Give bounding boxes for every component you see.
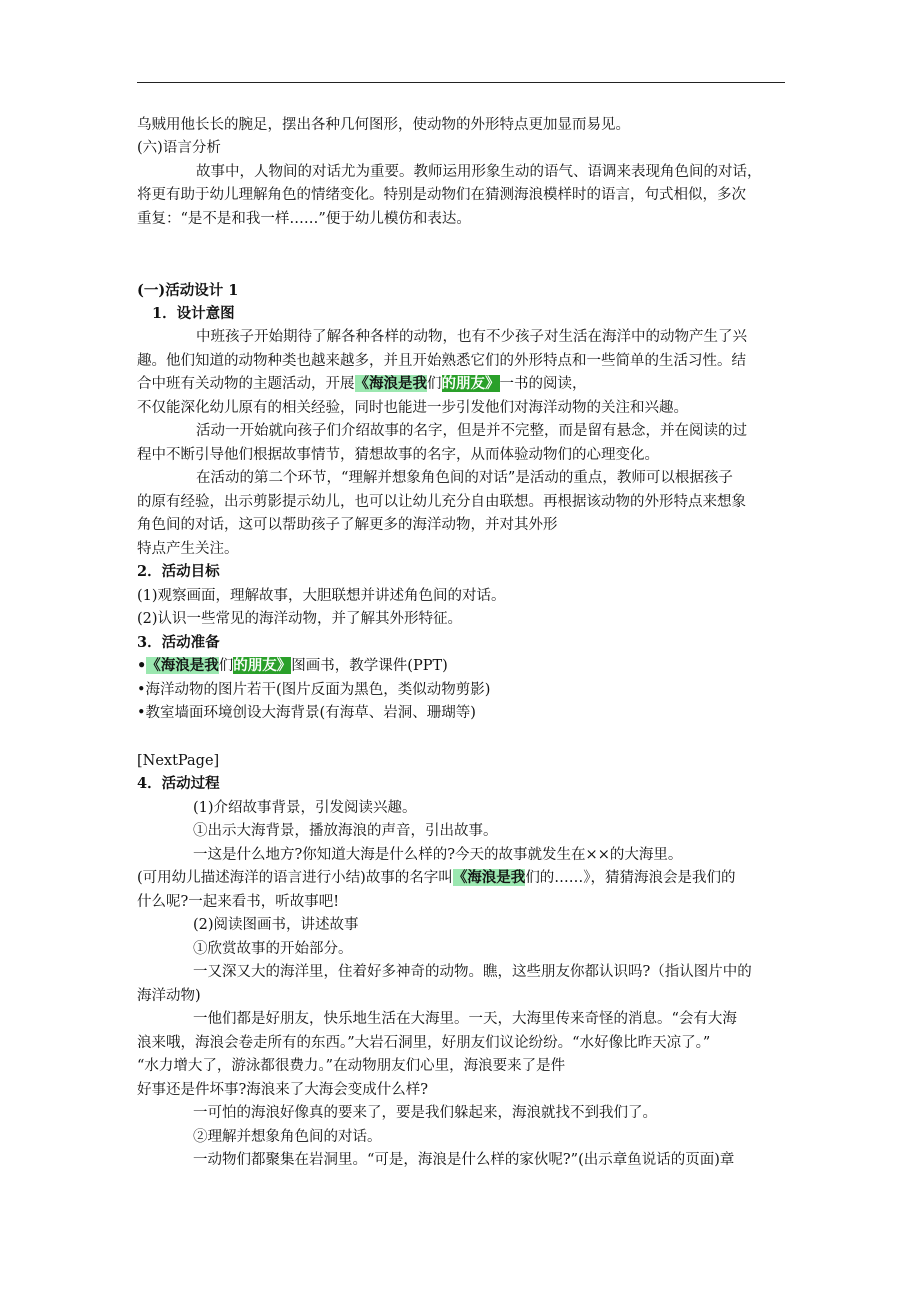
text-segment: 图画书，教学课件(PPT) bbox=[291, 658, 448, 674]
text-segment: (可用幼儿描述海洋的语言进行小结)故事的名字叫 bbox=[137, 870, 453, 886]
book-title-highlight-dark: 的朋友》 bbox=[233, 657, 292, 674]
text-line: 什么呢?一起来看书，听故事吧! bbox=[137, 894, 340, 910]
text-line: 程中不断引导他们根据故事情节，猜想故事的名字，从而体验动物们的心理变化。 bbox=[137, 447, 659, 463]
text-line: 角色间的对话，这可以帮助孩子了解更多的海洋动物，并对其外形 bbox=[137, 517, 558, 533]
text-line: 浪来哦，海浪会卷走所有的东西。”大岩石洞里，好朋友们议论纷纷。“水好像比昨天凉了。” bbox=[137, 1035, 711, 1051]
text-line: ②理解并想象角色间的对话。 bbox=[193, 1129, 382, 1145]
list-item: •海洋动物的图片若干(图片反面为黑色，类似动物剪影) bbox=[137, 682, 491, 698]
text-line: 一又深又大的海洋里，住着好多神奇的动物。瞧，这些朋友你都认识吗?（指认图片中的 bbox=[193, 964, 752, 980]
text-line: 海洋动物) bbox=[137, 988, 201, 1004]
subsection-heading: 4．活动过程 bbox=[137, 775, 220, 792]
text-line: (2)认识一些常见的海洋动物，并了解其外形特征。 bbox=[137, 611, 463, 627]
book-title-highlight: 《海浪是我 bbox=[452, 869, 526, 886]
list-item bbox=[137, 655, 448, 677]
header-rule bbox=[137, 82, 785, 83]
text-line: 趣。他们知道的动物种类也越来越多，并且开始熟悉它们的外形特点和一些简单的生活习性。结 bbox=[137, 353, 746, 369]
subsection-heading: 2．活动目标 bbox=[137, 563, 220, 580]
text-line: 一动物们都聚集在岩洞里。“可是，海浪是什么样的家伙呢?”(出示章鱼说话的页面)章 bbox=[193, 1152, 735, 1168]
text-line: ①出示大海背景，播放海浪的声音，引出故事。 bbox=[193, 823, 498, 839]
text-line-with-title bbox=[137, 373, 587, 395]
text-line: (1)介绍故事背景，引发阅读兴趣。 bbox=[193, 800, 417, 816]
text-line: 一可怕的海浪好像真的要来了，要是我们躲起来，海浪就找不到我们了。 bbox=[193, 1105, 657, 1121]
text-line: 活动一开始就向孩子们介绍故事的名字，但是并不完整，而是留有悬念，并在阅读的过 bbox=[196, 423, 747, 439]
book-title-highlight: 《海浪是我 bbox=[354, 375, 427, 392]
book-title-highlight-dark: 的朋友》 bbox=[441, 375, 500, 392]
text-line: 将更有助于幼儿理解角色的情绪变化。特别是动物们在猜测海浪模样时的语言，句式相似，多次 bbox=[137, 187, 746, 203]
text-segment: 一书的阅读， bbox=[499, 376, 587, 392]
book-title-highlight: 《海浪是我 bbox=[146, 657, 219, 674]
text-line: 一他们都是好朋友，快乐地生活在大海里。一天，大海里传来奇怪的消息。“会有大海 bbox=[193, 1011, 737, 1027]
text-line: (2)阅读图画书，讲述故事 bbox=[193, 917, 359, 933]
text-line: 故事中，人物间的对话尤为重要。教师运用形象生动的语气、语调来表现角色间的对话， bbox=[196, 164, 762, 180]
text-segment: 们的……》，猜猜海浪会是我们的 bbox=[525, 870, 736, 886]
text-line: 在活动的第二个环节，“理解并想象角色间的对话”是活动的重点，教师可以根据孩子 bbox=[196, 470, 733, 486]
text-line: ①欣赏故事的开始部分。 bbox=[193, 941, 353, 957]
text-line: 一这是什么地方?你知道大海是什么样的?今天的故事就发生在××的大海里。 bbox=[193, 847, 683, 863]
text-line: 不仅能深化幼儿原有的相关经验，同时也能进一步引发他们对海洋动物的关注和兴趣。 bbox=[137, 400, 688, 416]
text-segment: 们 bbox=[427, 376, 442, 392]
section-heading: (六)语言分析 bbox=[137, 140, 221, 156]
text-line: 特点产生关注。 bbox=[137, 541, 239, 557]
section-heading: (一)活动设计 1 bbox=[137, 282, 239, 299]
text-line: (1)观察画面，理解故事，大胆联想并讲述角色间的对话。 bbox=[137, 588, 506, 604]
page-marker: [NextPage] bbox=[137, 753, 220, 769]
text-line: 的原有经验，出示剪影提示幼儿，也可以让幼儿充分自由联想。再根据该动物的外形特点来想象 bbox=[137, 494, 746, 510]
list-item: •教室墙面环境创设大海背景(有海草、岩洞、珊瑚等) bbox=[137, 705, 476, 721]
text-line: 好事还是件坏事?海浪来了大海会变成什么样? bbox=[137, 1082, 429, 1098]
text-line: 重复：“是不是和我一样……”便于幼儿模仿和表达。 bbox=[137, 211, 471, 227]
text-segment: 合中班有关动物的主题活动，开展 bbox=[137, 376, 355, 392]
subsection-heading: 3．活动准备 bbox=[137, 634, 220, 651]
subsection-heading: 1．设计意图 bbox=[152, 305, 235, 322]
text-line-with-title bbox=[137, 867, 736, 889]
text-line: 乌贼用他长长的腕足，摆出各种几何图形，使动物的外形特点更加显而易见。 bbox=[137, 117, 630, 133]
bullet: • bbox=[137, 657, 147, 674]
text-line: “水力增大了，游泳都很费力。”在动物朋友们心里，海浪要来了是件 bbox=[137, 1058, 566, 1074]
text-line: 中班孩子开始期待了解各种各样的动物，也有不少孩子对生活在海洋中的动物产生了兴 bbox=[196, 329, 747, 345]
text-segment: 们 bbox=[218, 658, 234, 674]
